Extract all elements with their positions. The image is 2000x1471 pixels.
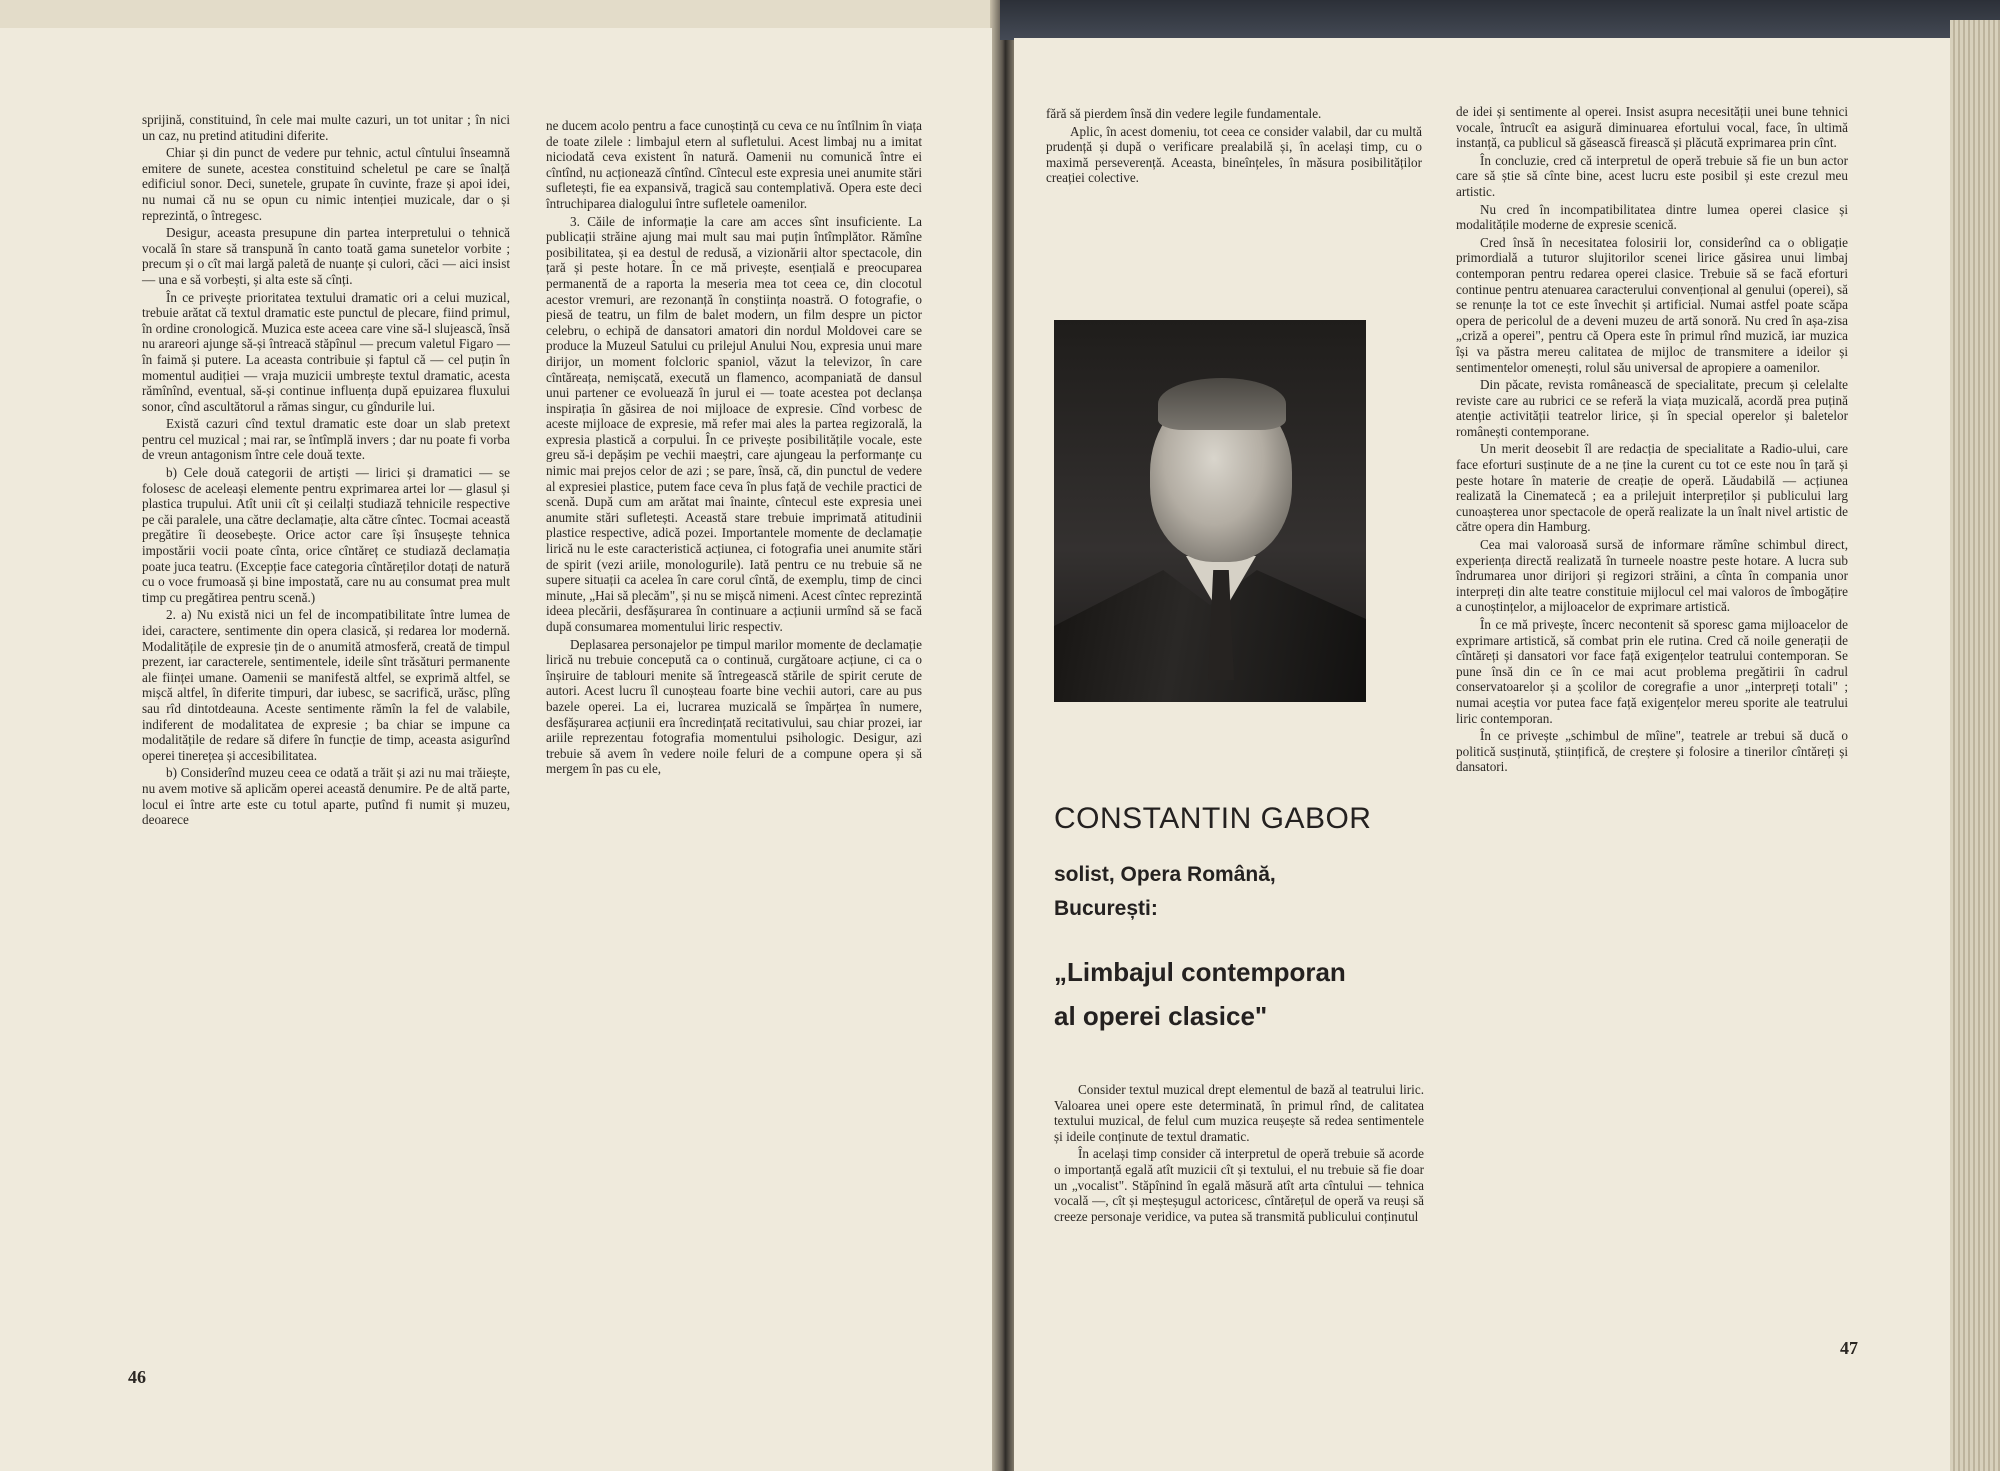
role-line: solist, Opera Română, — [1054, 863, 1276, 886]
paragraph: Deplasarea personajelor pe timpul marilor momente de declamație lirică nu trebuie concepută ca o continuă, curgătoare acțiune, ci ca o înșiruire de tablouri menite să întregească stările de spirit cerute de autori. Acest lucru îl cunoșteau foarte bine vechii autori, care au pus bazele operei. La ei, lucrarea muzicală se împărțea în numere, desfășurarea acțiunii era încredințată recitativului, sau chiar prozei, iar ariile reprezentau fotografia momentului psihologic. Desigur, azi trebuie să avem în vedere noile feluri de a compune opera și să mergem în pas cu ele, — [546, 636, 922, 777]
paragraph: de idei și sentimente al operei. Insist asupra necesității unei bune tehnici vocale, întrucît ea asigură diminuarea efortului vocal, face, în ultimă instanță, ca publicul să găsească firească și plăcută exprimarea prin cînt. — [1456, 104, 1848, 151]
paragraph: Cea mai valoroasă sursă de informare rămîne schimbul direct, experiența directă realizată în turneele noastre peste hotare. A lucra sub îndrumarea unor dirijori și regizori străini, a cînta în compania unor interpreți din alte teatre constituie mijlocul cel mai valoros de îmbogățire a cunoștințelor, a mijloacelor de exprimare artistică. — [1456, 537, 1848, 615]
paragraph: În ce privește prioritatea textului dramatic ori a celui muzical, trebuie arătat că textul dramatic este punctul de plecare, fiind primul, în ordine cronologică. Muzica este aceea care vine să-l slujească, însă nu arareori ajunge să-și întreacă stăpînul — precum valetul Figaro — în faimă și putere. La aceasta contribuie și faptul că — cel puțin în momentul audiției — vraja muzicii umbrește textul dramatic, acesta rămînînd, eventual, să-și continue influența după epuizarea fluxului sonor, cînd ascultătorul a rămas singur, cu gîndurile lui. — [142, 289, 510, 414]
paragraph: Aplic, în acest domeniu, tot ceea ce consider valabil, dar cu multă prudență și după o verificare prealabilă și, în același timp, cu o maximă perseverență. Aceasta, bineînțeles, în măsura posibilităților creației colective. — [1046, 123, 1422, 186]
paragraph: b) Considerînd muzeu ceea ce odată a trăit și azi nu mai trăiește, nu avem motive să aplicăm operei această denumire. Pe de altă parte, locul ei între arte este cu totul aparte, putînd fi numit și muzeu, deoarece — [142, 765, 510, 828]
paragraph: sprijină, constituind, în cele mai multe cazuri, un tot unitar ; în nici un caz, nu pretind atitudini diferite. — [142, 112, 510, 143]
intro-column — [1046, 106, 1422, 188]
page-edges — [1950, 20, 2000, 1471]
paragraph: În ce privește „schimbul de mîine", teatrele ar trebui să ducă o politică susținută, științifică, de creștere și folosire a tinerilor cîntăreți și dansatori. — [1456, 728, 1848, 775]
paragraph: Desigur, aceasta presupune din partea interpretului o tehnică vocală în stare să transpună în canto toată gama sunetelor vorbite ; precum și o cît mai largă paletă de nuanțe și culori, căci — aici insist — una e să vorbești, și alta este să cînți. — [142, 225, 510, 287]
author-role — [1054, 858, 1276, 926]
right-page — [1014, 38, 1950, 1471]
author-name: CONSTANTIN GABOR — [1054, 802, 1372, 835]
right-column — [1456, 104, 1848, 777]
page-number: 46 — [128, 1367, 146, 1387]
title-line: al operei clasice" — [1054, 1001, 1268, 1031]
paragraph: 3. Căile de informație la care am acces sînt insuficiente. La publicații străine ajung mai mult sau mai puțin întîmplător. Rămîne posibilitatea, și ea destul de redusă, a vizionării altor spectacole, din țară și peste hotare. În ce mă privește, esențială e preocuparea permanentă de a raporta la meseria mea tot ceea ce, din clocotul acestor vremuri, are rezonanță în conștiința noastră. O fotografie, o piesă de teatru, un film de balet modern, un film despre un pictor celebru, o echipă de dansatori amatori din nordul Moldovei care se produce la Muzeul Satului cu prilejul Anului Nou, expresia unui mare dirijor, un moment folcloric spaniol, văzut la televizor, în care cîntăreața, nemișcată, execută un flamenco, acompaniată de dansul unui partener ce evoluează în jurul ei — toate acestea pot declanșa inspirația în găsirea de noi mijloace de expresie. Cînd vorbesc de aceste mijloace de expresie, mă refer mai ales la partea regizorală, la expresia plastică a corpului. În ce privește posibilitățile vocale, este greu să-i depășim pe vechii maeștri, care ajungeau la performanțe cu nimic mai prejos celor de azi ; se pare, însă, că, din punctul de vedere al expresiei plastice, putem face ceva în plus față de vechile practici de scenă. După cum am arătat mai înainte, cîntecul este expresia unei anumite stări sufletești. Această stare trebuie imprimată atitudinii plastice respective, adică pozei. Importantele momente de declamație lirică nu le este caracteristică acțiunea, ci fotografia unei anumite stări de spirit (vezi ariile, monologurile). Iată pentru ce nu trebuie să ne supere situații ca acelea în care corul cîntă, de exemplu, timp de cinci minute, „Hai să plecăm", și nu se mișcă nimeni. Acest cîntec reprezintă ideea plecării, desfășurarea în continuare a acțiunii urmînd să se facă după consumarea momentului liric respectiv. — [546, 213, 922, 634]
paragraph: Există cazuri cînd textul dramatic este doar un slab pretext pentru cel muzical ; mai rar, se întîmplă invers ; dar nu poate fi vorba de vreun antagonism între cele două texte. — [142, 416, 510, 463]
paragraph: Chiar și din punct de vedere pur tehnic, actul cîntului înseamnă emitere de sunete, acestea constituind scheletul pe care se înalță edificiul sonor. Deci, sunetele, grupate în cuvinte, fraze și apoi idei, nu numai că nu se opun cu nimic intenției muzicale, dar o și reprezintă, o întregesc. — [142, 145, 510, 223]
paragraph: Cred însă în necesitatea folosirii lor, considerînd ca o obligație primordială a tuturor slujitorilor scenei lirice găsirea unui limbaj contemporan pentru redarea operei clasice. Trebuie să se facă eforturi continue pentru atenuarea caracterului convențional al genului (operei), să se renunțe la tot ce este învechit și artificial. Numai astfel poate scăpa opera de pericolul de a deveni muzeu de artă sonoră. Nu cred în așa-zisa „criză a operei", pentru că Opera este în primul rînd muzică, iar muzica își va păstra mereu calitatea de mijloc de transmitere a ideilor și sentimentelor omenești, rolul său universal de apropiere a oamenilor. — [1456, 234, 1848, 375]
paragraph: Un merit deosebit îl are redacția de specialitate a Radio-ului, care face eforturi susținute de a ne ține la curent cu tot ce este nou în țară și peste hotare în materie de creație de operă. Lăudabilă — acțiunea realizată la Cinematecă ; ea a prilejuit interpreților și publicului larg cunoașterea unor spectacole de operă realizate la un înalt nivel artistic de către opera din Hamburg. — [1456, 441, 1848, 535]
role-line: București: — [1054, 897, 1158, 920]
page-number: 47 — [1840, 1338, 1858, 1358]
paragraph: b) Cele două categorii de artiști — lirici și dramatici — se folosesc de aceleași elemente pentru exprimarea artei lor — glasul și plastica trupului. Atît unii cît și ceilalți studiază tehnicile respective pe căi paralele, una către declamație, alta către cîntec. Tocmai această pregătire îi deosebește. Orice actor care își însușește tehnica impostării vocii poate cînta, orice cîntăreț ce studiază declamația poate juca teatru. (Excepție face categoria cîntăreților dotați de natură cu o voce frumoasă și bine impostată, care nu au consumat prea mult timp cu pregătirea pentru scenă.) — [142, 465, 510, 605]
lower-left-column — [1054, 1082, 1424, 1226]
article-title — [1054, 950, 1346, 1038]
left-column-2 — [546, 118, 922, 779]
left-column-1 — [142, 112, 510, 830]
paragraph: ne ducem acolo pentru a face cunoștință cu ceva ce nu întîlnim în viața de toate zilele : limbajul etern al sufletului. Acest limbaj nu a imitat niciodată ceva existent în natură. Oamenii nu comunică între ei cîntînd, nu acționează cîntînd. Cîntecul este expresia unei anumite stări sufletești, fie ea expansivă, tragică sau contemplativă. Opera este deci întruchiparea dialogului între sufletele oamenilor. — [546, 118, 922, 211]
paragraph: Din păcate, revista românească de specialitate, precum și celelalte reviste care au rubrici ce se referă la viața muzicală, acordă prea puțină atenție activității teatrelor lirice, și în special operelor și baletelor românești contemporane. — [1456, 377, 1848, 439]
title-line: „Limbajul contemporan — [1054, 957, 1346, 987]
paragraph: În ce mă privește, încerc necontenit să sporesc gama mijloacelor de exprimare artistică, să combat prin ele rutina. Cred că noile generații de cîntăreți și dansatori vor face față exigențelor teatrului contemporan. Se pune însă din ce în ce mai acut problema pregătirii în cadrul conservatoarelor și a școlilor de coregrafie a unor „interpreți totali" ; numai aceștia vor putea face față exigențelor mereu sporite ale teatrului liric contemporan. — [1456, 617, 1848, 726]
left-page — [0, 28, 992, 1471]
book-cover-edge — [1000, 0, 2000, 40]
portrait-photo — [1054, 320, 1366, 702]
paragraph: 2. a) Nu există nici un fel de incompatibilitate între lumea de idei, caractere, sentimente din opera clasică, și redarea lor modernă. Modalitățile de expresie țin de o anumită atmosferă, creată de timpul prezent, iar caracterele, sentimentele, ideile sînt trăsături permanente ale ființei umane. Oamenii se manifestă altfel, se exprimă altfel, se mișcă altfel, în diferite timpuri, dar iubesc, se sacrifică, urăsc, plîng sau rîd dintotdeauna. Aceste sentimente rămîn la fel de valabile, indiferent de modalitatea de expresie ; ba chiar se impune ca modalitățile de redare să difere în funcție de timp, aceasta asigurînd operei tinerețea și accesibilitatea. — [142, 607, 510, 763]
paragraph: fără să pierdem însă din vedere legile fundamentale. — [1046, 106, 1322, 121]
paragraph: În concluzie, cred că interpretul de operă trebuie să fie un bun actor care să știe să cînte bine, acest lucru este posibil și este crezul meu artistic. — [1456, 152, 1848, 199]
paragraph: Nu cred în incompatibilitatea dintre lumea operei clasice și modalitățile moderne de expresie scenică. — [1456, 201, 1848, 233]
paragraph: Consider textul muzical drept elementul de bază al teatrului liric. Valoarea unei opere este determinată, în primul rînd, de calitatea textului muzical, de felul cum muzica reușește să redea sentimentele și ideile conținute de textul dramatic. — [1054, 1082, 1424, 1144]
paragraph: În același timp consider că interpretul de operă trebuie să acorde o importanță egală atît muzicii cît și textului, el nu trebuie să fie doar un „vocalist". Stăpînind în egală măsură atît arta cîntului — tehnica vocală —, cît și meșteșugul actoricesc, cîntărețul de operă va reuși să creeze personaje veridice, va putea să transmită publicului conținutul — [1054, 1146, 1424, 1224]
